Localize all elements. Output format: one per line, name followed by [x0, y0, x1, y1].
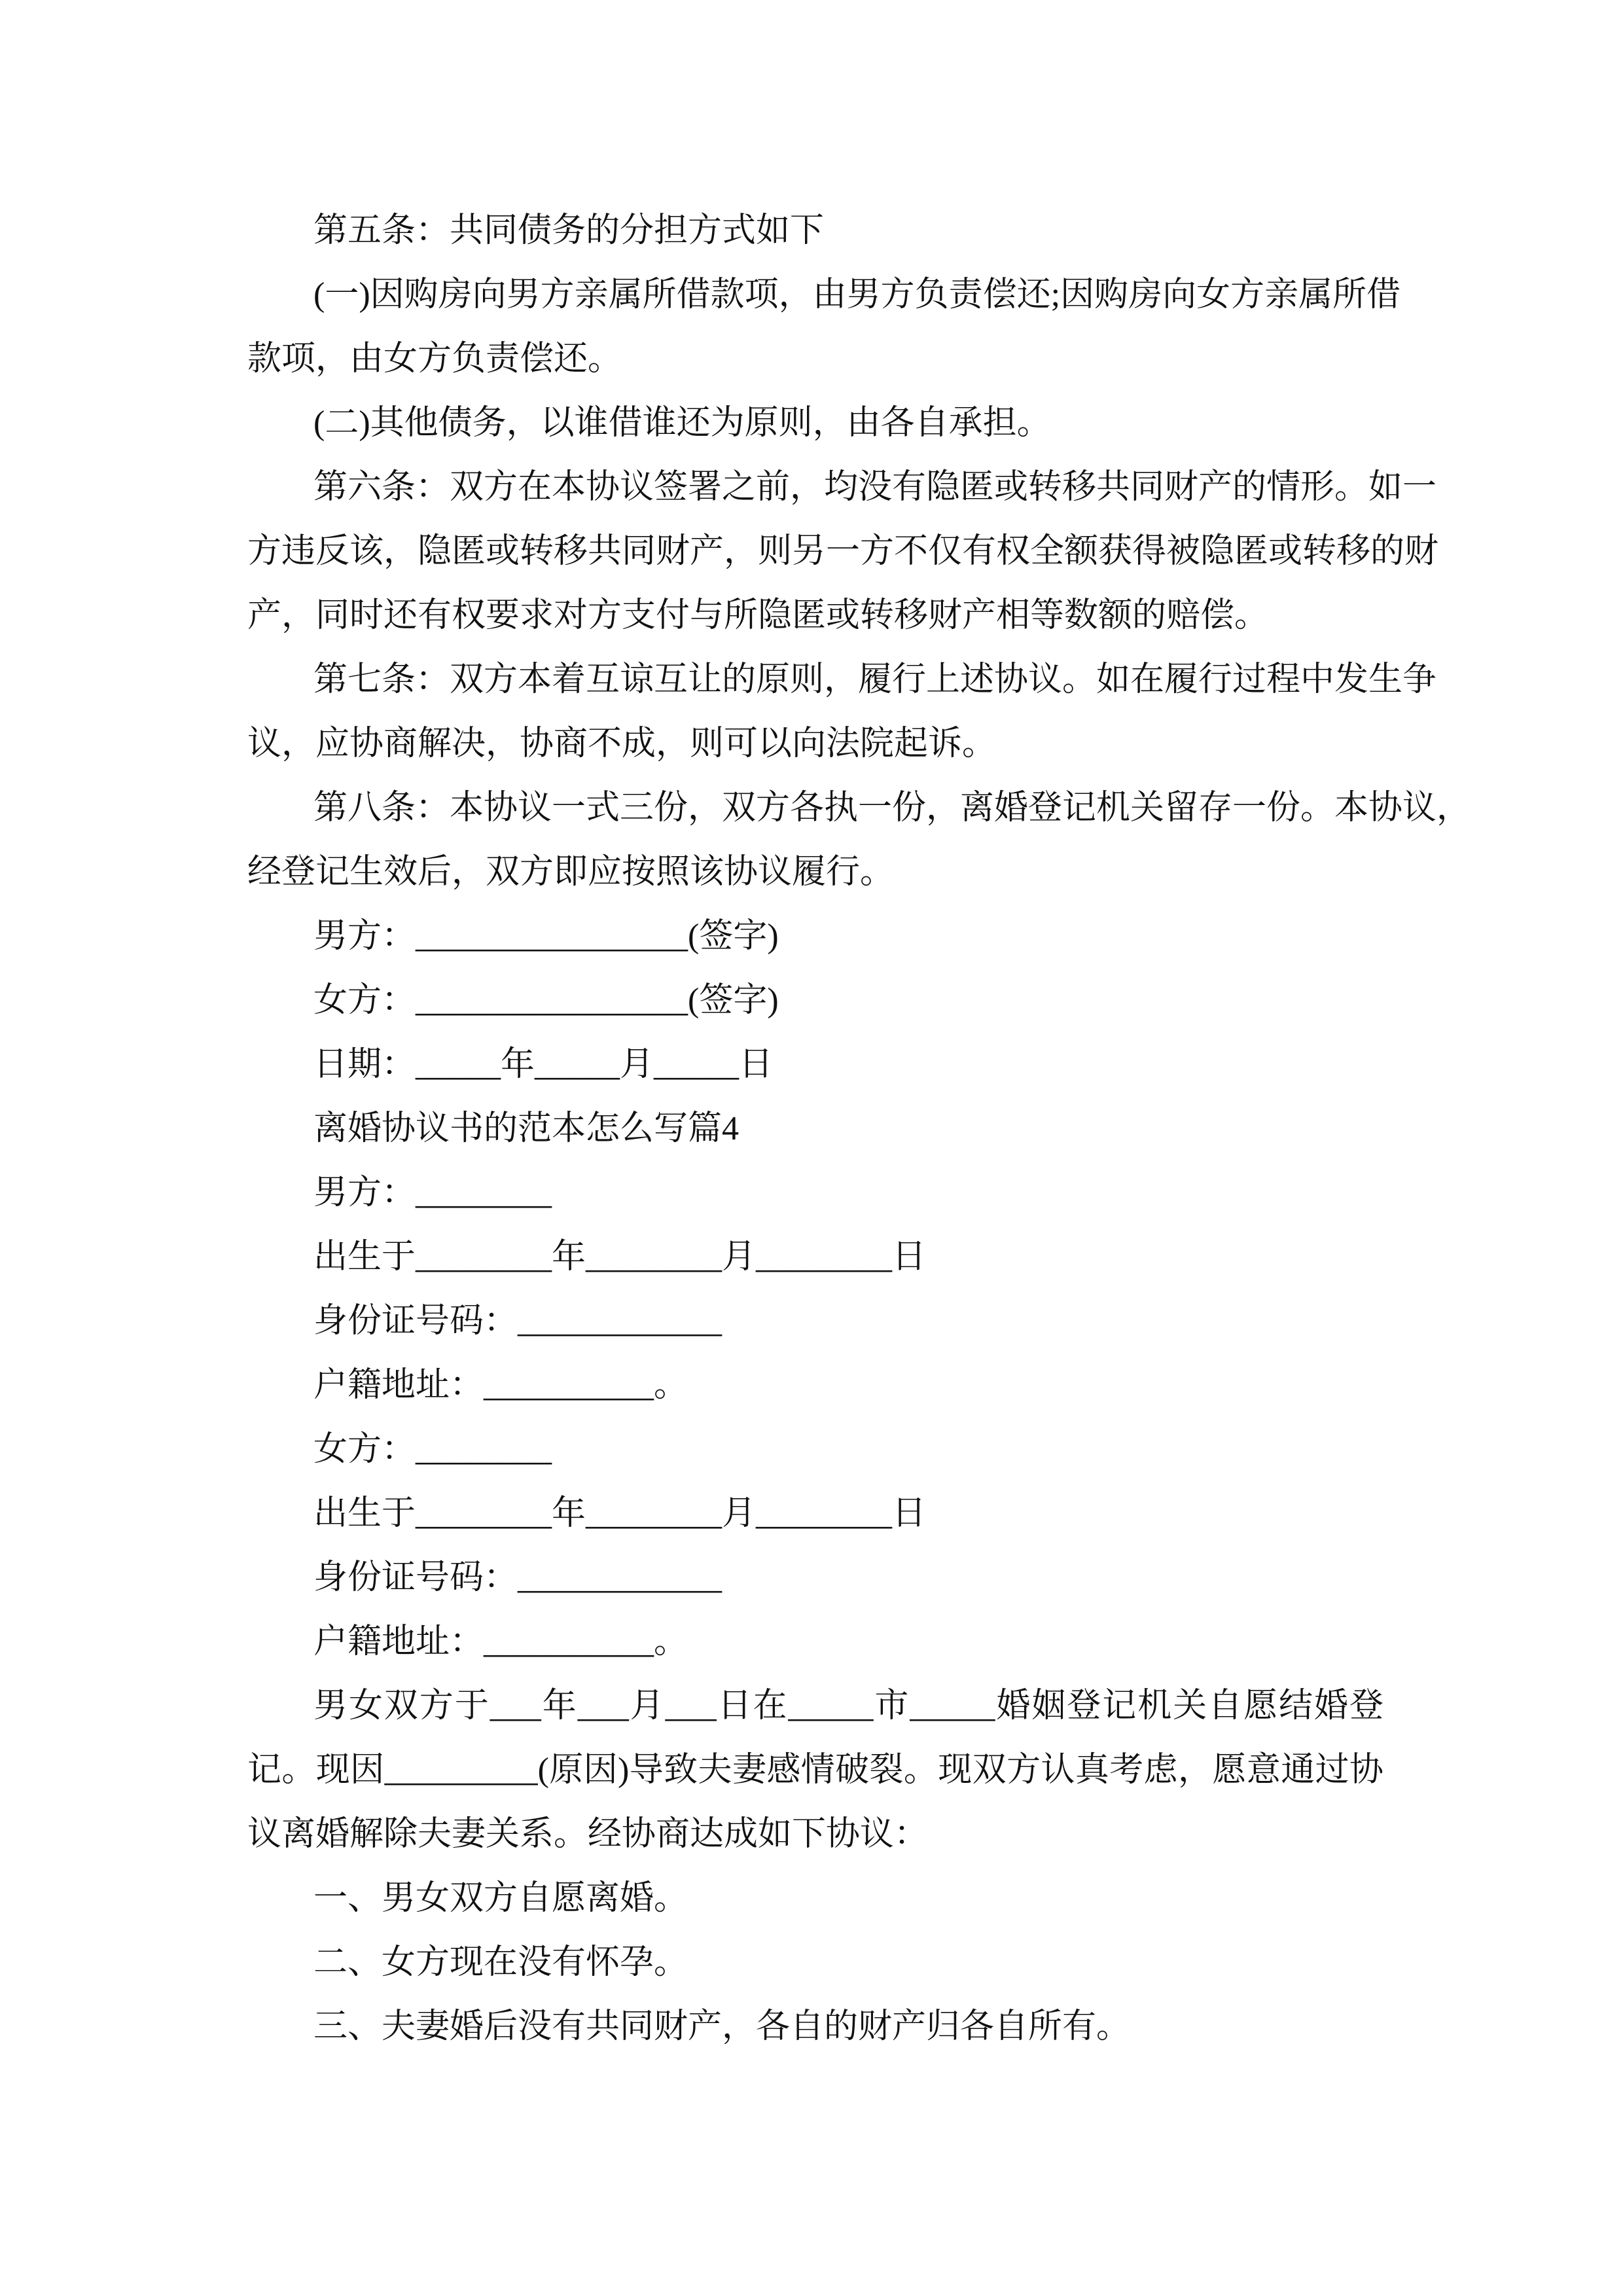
text-line: 经登记生效后，双方即应按照该协议履行。	[247, 853, 895, 891]
text-line: 女方：________	[313, 1431, 552, 1468]
text-line: 男方：________	[313, 1174, 552, 1211]
text-line: 议离婚解除夫妻关系。经协商达成如下协议：	[247, 1816, 929, 1853]
text-line: 身份证号码：____________	[313, 1559, 722, 1596]
text-line: 女方：________________(签字)	[313, 982, 779, 1019]
text-line: 出生于________年________月________日	[313, 1495, 927, 1532]
text-line: 第六条：双方在本协议签署之前，均没有隐匿或转移共同财产的情形。如一	[313, 469, 1437, 506]
text-line: 产，同时还有权要求对方支付与所隐匿或转移财产相等数额的赔偿。	[247, 597, 1269, 634]
document-page	[247, 199, 1471, 2059]
text-line: 议，应协商解决，协商不成，则可以向法院起诉。	[247, 725, 997, 762]
text-line: (一)因购房向男方亲属所借款项，由男方负责偿还;因购房向女方亲属所借	[313, 276, 1401, 314]
text-line: 第五条：共同债务的分担方式如下	[313, 212, 825, 249]
text-line: 户籍地址：__________。	[313, 1623, 688, 1660]
text-line: 离婚协议书的范本怎么写篇4	[313, 1110, 740, 1147]
text-line: 一、男女双方自愿离婚。	[313, 1880, 688, 1917]
text-line: 款项，由女方负责偿还。	[247, 340, 622, 378]
text-line: 男女双方于___年___月___日在_____市_____婚姻登记机关自愿结婚登	[313, 1687, 1383, 1725]
text-line: 出生于________年________月________日	[313, 1238, 927, 1276]
text-line: 二、女方现在没有怀孕。	[313, 1944, 688, 1981]
text-line: 户籍地址：__________。	[313, 1367, 688, 1404]
text-line: 第八条：本协议一式三份，双方各执一份，离婚登记机关留存一份。本协议，	[313, 789, 1471, 827]
text-line: 第七条：双方本着互谅互让的原则，履行上述协议。如在履行过程中发生争	[313, 661, 1437, 698]
text-line: 男方：________________(签字)	[313, 918, 779, 955]
text-line: (二)其他债务，以谁借谁还为原则，由各自承担。	[313, 404, 1051, 442]
text-line: 记。现因_________(原因)导致夫妻感情破裂。现双方认真考虑，愿意通过协	[247, 1751, 1383, 1789]
text-line: 三、夫妻婚后没有共同财产，各自的财产归各自所有。	[313, 2008, 1131, 2045]
text-line: 身份证号码：____________	[313, 1302, 722, 1340]
text-line: 方违反该，隐匿或转移共同财产，则另一方不仅有权全额获得被隐匿或转移的财	[247, 533, 1439, 570]
text-line: 日期：_____年_____月_____日	[313, 1046, 774, 1083]
